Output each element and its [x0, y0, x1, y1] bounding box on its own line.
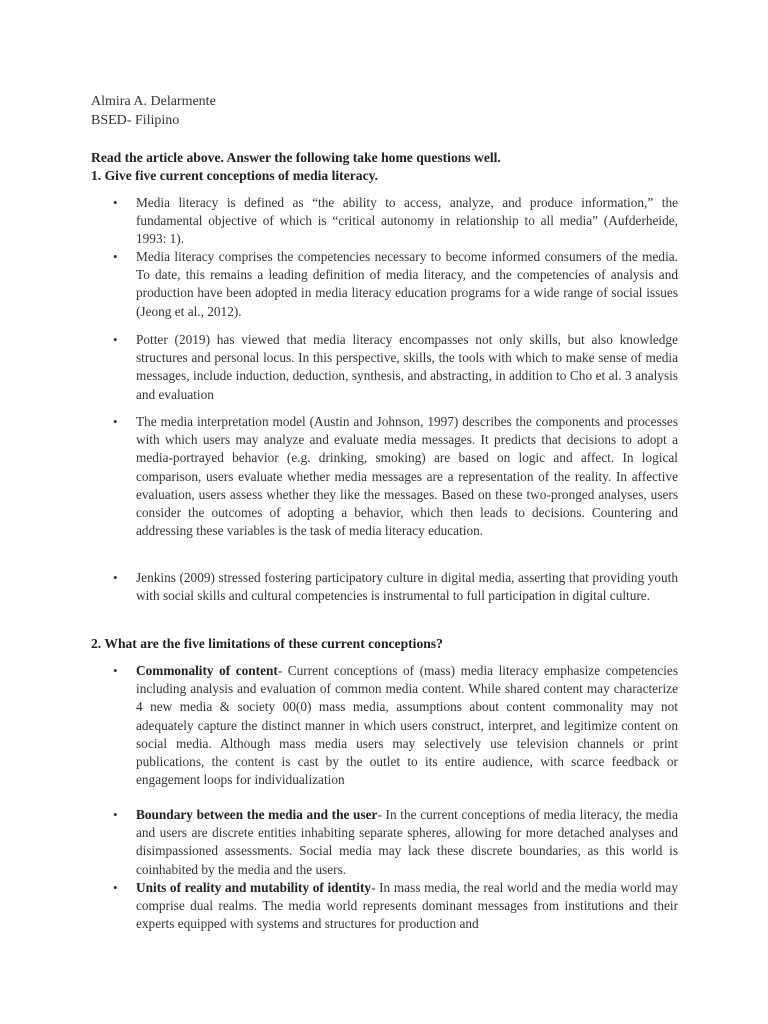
limitation-text: - Current conceptions of (mass) media literacy emphasize competencies including analysis and evaluation of common media content. While shared content may characterize 4 new media & society 00(0) mass media, assumptions about content commonality may not adequately capture the distinct manner in which users construct, interpret, and legitimize content on social media. Although mass media users may selectively use television channels or print publications, the content is cast by the outlet to its entire audience, with scarce feedback or engagement loops for individualization [136, 663, 678, 788]
q2-list-item [136, 879, 678, 934]
q1-list-item: • The media interpretation model (Austin and Johnson, 1997) describes the components and processes with which users may analyze and evaluate media messages. It predicts that decisions to adopt a media-portrayed behavior (e.g. drinking, smoking) are based on logic and affect. In logical comparison, users evaluate whether media messages are a representation of the reality. In affective evaluation, users assess whether they like the messages. Based on these two-pronged analyses, users consider the outcomes of adopting a behavior, which then leads to decisions. Countering and addressing these variables is the task of media literacy education. [136, 413, 678, 540]
q1-list-item: • Jenkins (2009) stressed fostering participatory culture in digital media, asserting that providing youth with social skills and cultural competencies is instrumental to full participation in digital culture. [136, 569, 678, 605]
instruction-heading: Read the article above. Answer the following take home questions well. [91, 150, 501, 165]
limitation-term: Units of reality and mutability of identity [136, 880, 372, 895]
q1-list-item: • Media literacy is defined as “the ability to access, analyze, and produce information,” the fundamental objective of which is “critical autonomy in relationship to all media” (Aufderheide, 1993: 1). [136, 194, 678, 249]
limitation-text: - In mass media, the real world and the media world may comprise dual realms. The media world represents dominant messages from institutions and their experts equipped with systems and structures for production and [136, 880, 678, 932]
question-2-heading: 2. What are the five limitations of these current conceptions? [91, 636, 443, 651]
q1-list-item: • Potter (2019) has viewed that media literacy encompasses not only skills, but also knowledge structures and personal locus. In this perspective, skills, the tools with which to make sense of media messages, include induction, deduction, synthesis, and abstracting, in addition to Cho et al. 3 analysis and evaluation [136, 331, 678, 404]
limitation-text: - In the current conceptions of media literacy, the media and users are discrete entities inhabiting separate spheres, allowing for more detached analyses and disimpassioned assessments. Social media may lack these discrete boundaries, as this world is coinhabited by the media and the users. [136, 807, 679, 877]
limitation-term: Boundary between the media and the user [136, 807, 378, 822]
q2-list-item [136, 806, 678, 879]
q2-list-item [136, 662, 678, 789]
q1-list-item: • Media literacy comprises the competencies necessary to become informed consumers of the media. To date, this remains a leading definition of media literacy, and the competencies of analysis and production have been adopted in media literacy education programs for a wide range of social issues (Jeong et al., 2012). [136, 248, 678, 321]
course-label: BSED- Filipino [91, 113, 180, 128]
limitation-term: Commonality of content [136, 663, 278, 678]
author-name: Almira A. Delarmente [91, 94, 216, 109]
question-1-heading: 1. Give five current conceptions of media literacy. [91, 168, 379, 183]
